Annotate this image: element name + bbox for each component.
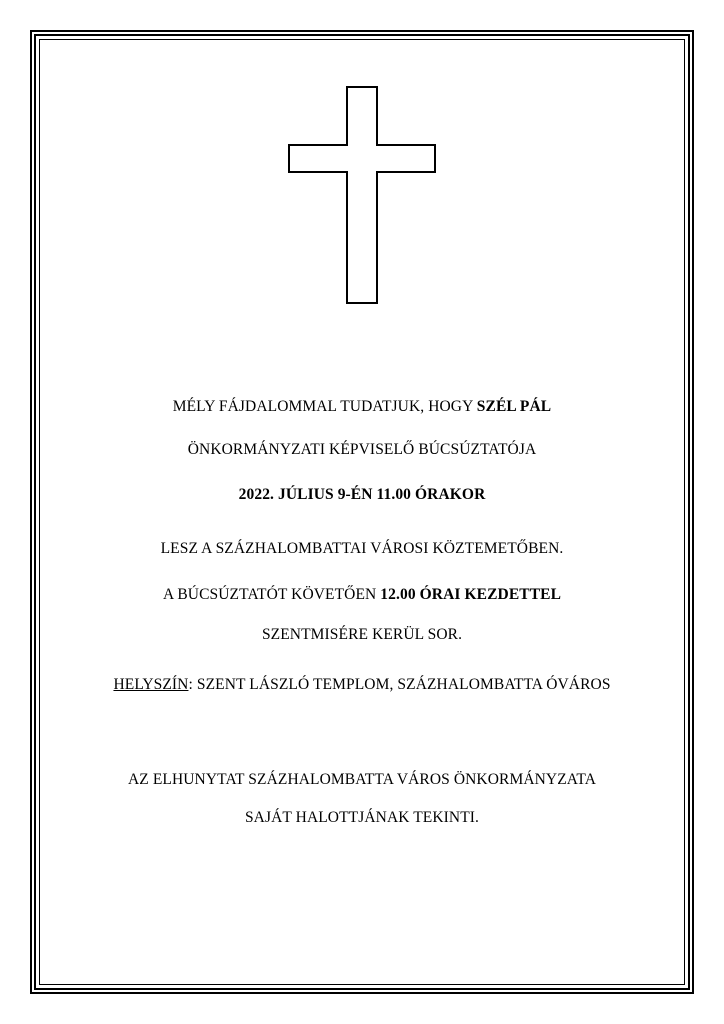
announcement-line-6: SZENTMISÉRE KERÜL SOR. xyxy=(261,626,463,643)
closing-line-1: AZ ELHUNYTAT SZÁZHALOMBATTA VÁROS ÖNKORMÁNYZATA xyxy=(128,771,596,788)
funeral-datetime: 2022. JÚLIUS 9-ÉN 11.00 ÓRAKOR xyxy=(238,486,486,503)
announcement-line-2: ÖNKORMÁNYZATI KÉPVISELŐ BÚCSÚZTATÓJA xyxy=(187,441,537,458)
announcement-intro: MÉLY FÁJDALOMMAL TUDATJUK, HOGY xyxy=(172,398,477,415)
announcement-line-1 xyxy=(40,398,684,416)
cross-icon xyxy=(286,84,438,306)
location-line xyxy=(40,676,684,694)
announcement-line-4: LESZ A SZÁZHALOMBATTAI VÁROSI KÖZTEMETŐBEN. xyxy=(160,540,564,557)
closing-line-2: SAJÁT HALOTTJÁNAK TEKINTI. xyxy=(244,809,480,826)
location-value: : SZENT LÁSZLÓ TEMPLOM, SZÁZHALOMBATTA ÓVÁROS xyxy=(188,676,611,693)
deceased-name: SZÉL PÁL xyxy=(476,398,552,415)
mass-intro: A BÚCSÚZTATÓT KÖVETŐEN xyxy=(162,586,381,603)
announcement-line-5 xyxy=(40,586,684,604)
location-label: HELYSZÍN xyxy=(113,676,189,693)
mass-time: 12.00 ÓRAI KEZDETTEL xyxy=(380,586,562,603)
